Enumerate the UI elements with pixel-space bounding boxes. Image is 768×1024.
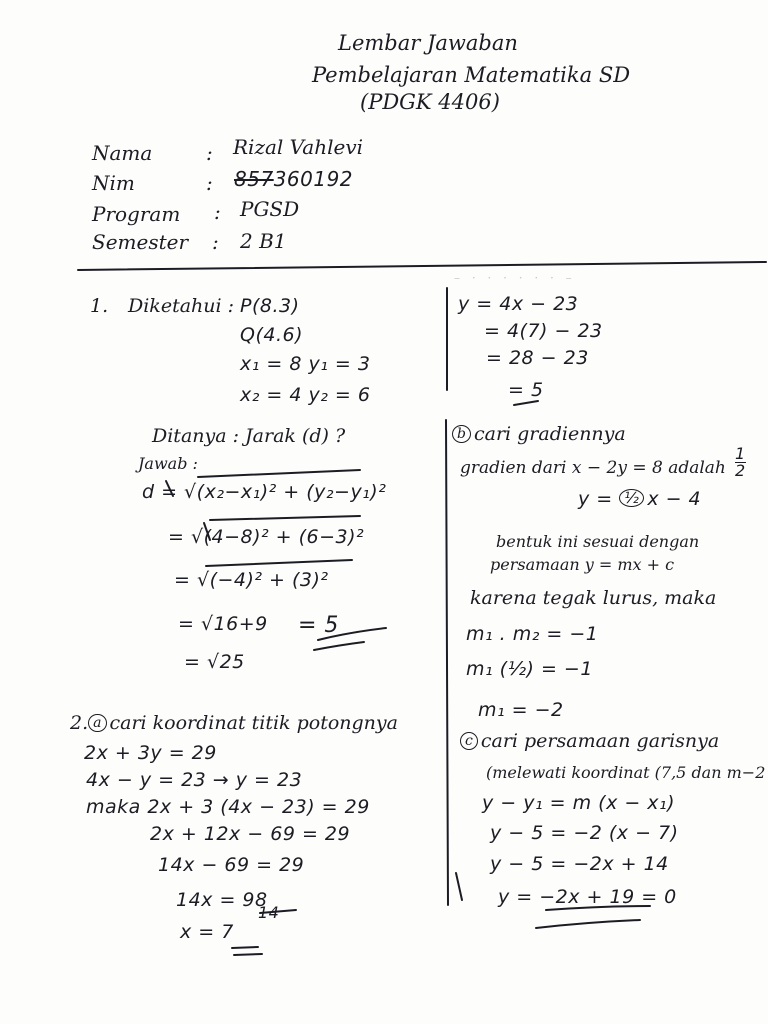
column-divider-bottom bbox=[446, 420, 448, 905]
value-semester: 2 B1 bbox=[240, 229, 287, 253]
q2a-cont-3: = 28 − 23 bbox=[486, 347, 589, 369]
q1-point-q: Q(4.6) bbox=[240, 324, 303, 346]
value-program: PGSD bbox=[240, 197, 300, 221]
q2c-line-3: y − 5 = −2x + 14 bbox=[490, 853, 669, 875]
q2c-circled-letter: c bbox=[460, 732, 478, 750]
q2-number bbox=[70, 711, 398, 735]
q2a-faint-scribble: – · · · · · · – bbox=[454, 271, 576, 285]
q2b-circled-letter: b bbox=[452, 425, 471, 443]
q2b-line-7: m₁ = −2 bbox=[478, 699, 564, 721]
q2b-fraction bbox=[735, 446, 746, 479]
q2b-eq-circled: ½ bbox=[619, 489, 644, 507]
q2a-line-4: 2x + 12x − 69 = 29 bbox=[150, 823, 351, 845]
q2a-x-underline-2 bbox=[234, 954, 262, 955]
q2c-line-1: y − y₁ = m (x − x₁) bbox=[482, 792, 676, 814]
q2c-line-2: y − 5 = −2 (x − 7) bbox=[490, 822, 679, 844]
q1-root-bar-3 bbox=[206, 560, 352, 566]
q2b-line-1: gradien dari x − 2y = 8 adalah bbox=[460, 458, 726, 478]
q2a-line-7: x = 7 bbox=[180, 921, 234, 943]
q2b-line-5: m₁ . m₂ = −1 bbox=[466, 623, 599, 645]
q2a-divisor: 14 bbox=[258, 903, 280, 922]
course-code: (PDGK 4406) bbox=[360, 90, 500, 114]
q2a-line-5: 14x − 69 = 29 bbox=[158, 854, 305, 876]
q1-coords-1: x₁ = 8 y₁ = 3 bbox=[240, 353, 371, 375]
q1-root-bar-2 bbox=[210, 516, 360, 520]
sep-semester: : bbox=[212, 230, 219, 254]
value-nim bbox=[234, 167, 353, 191]
q2b-line-4: karena tegak lurus, maka bbox=[470, 587, 717, 609]
header-divider-line bbox=[78, 262, 766, 270]
q1-step-4: = √16+9 bbox=[178, 613, 268, 635]
q1-step-1: d = √(x₂−x₁)² + (y₂−y₁)² bbox=[142, 481, 387, 503]
q2a-line-6: 14x = 98 bbox=[176, 889, 268, 911]
sep-nim: : bbox=[206, 171, 213, 195]
q1-answer-label: Jawab : bbox=[138, 454, 198, 473]
q2b-fraction-num: 1 bbox=[735, 444, 746, 463]
q2b-eq-suffix: x − 4 bbox=[647, 488, 702, 510]
nim-struck-digits: 857 bbox=[234, 167, 274, 191]
q2b-line-6: m₁ (½) = −1 bbox=[466, 658, 593, 680]
q2c-line-4: y = −2x + 19 = 0 bbox=[498, 886, 677, 908]
q1-point-p: P(8.3) bbox=[240, 295, 300, 317]
q2b-fraction-den: 2 bbox=[735, 461, 746, 480]
course-name: Pembelajaran Matematika SD bbox=[312, 63, 631, 87]
sheet-title: Lembar Jawaban bbox=[338, 31, 518, 55]
q1-number: 1. bbox=[90, 295, 109, 317]
q2c-title: cari persamaan garisnya bbox=[480, 730, 720, 752]
q1-result: = 5 bbox=[298, 613, 339, 638]
q2c-underline-2 bbox=[536, 920, 640, 928]
label-program: Program bbox=[92, 202, 181, 226]
q2c-note: (melewati koordinat (7,5 dan m−2 bbox=[486, 763, 766, 782]
q2a-x-underline-1 bbox=[232, 947, 258, 948]
q2a-line-2: 4x − y = 23 → y = 23 bbox=[86, 769, 303, 791]
sep-program: : bbox=[214, 200, 221, 224]
q1-known-label: Diketahui : bbox=[128, 295, 235, 317]
sep-nama: : bbox=[206, 141, 213, 165]
q1-root-bar-1 bbox=[198, 470, 360, 477]
q2-label: 2. bbox=[70, 712, 89, 734]
q2b-title: cari gradiennya bbox=[473, 423, 626, 445]
q1-asked: Ditanya : Jarak (d) ? bbox=[152, 425, 346, 447]
q2c-margin-mark bbox=[456, 873, 462, 900]
q2a-line-1: 2x + 3y = 29 bbox=[84, 742, 217, 764]
q2c-heading bbox=[460, 729, 719, 753]
q2a-circled-letter: a bbox=[88, 714, 106, 732]
label-nama: Nama bbox=[92, 141, 153, 165]
q2b-line-3: persamaan y = mx + c bbox=[490, 555, 675, 574]
q1-coords-2: x₂ = 4 y₂ = 6 bbox=[240, 384, 371, 406]
q2a-line-3: maka 2x + 3 (4x − 23) = 29 bbox=[86, 796, 370, 818]
q2b-eq-prefix: y = bbox=[578, 488, 613, 510]
q2b-heading bbox=[452, 422, 626, 446]
label-semester: Semester bbox=[92, 230, 189, 254]
q2b-equation bbox=[578, 487, 701, 511]
q2a-cont-1: y = 4x − 23 bbox=[458, 293, 579, 315]
q1-result-underline-2 bbox=[314, 642, 364, 650]
value-nama: Rizal Vahlevi bbox=[233, 135, 364, 159]
nim-digits: 360192 bbox=[273, 167, 354, 191]
q2a-cont-4: = 5 bbox=[508, 379, 544, 401]
q1-step-2: = √(4−8)² + (6−3)² bbox=[168, 526, 365, 548]
q2a-cont-2: = 4(7) − 23 bbox=[484, 320, 603, 342]
q1-step-5: = √25 bbox=[184, 651, 245, 673]
q2a-title: cari koordinat titik potongnya bbox=[109, 712, 398, 734]
q2b-line-2: bentuk ini sesuai dengan bbox=[496, 532, 700, 551]
label-nim: Nim bbox=[92, 171, 135, 195]
q1-step-3: = √(−4)² + (3)² bbox=[174, 569, 329, 591]
